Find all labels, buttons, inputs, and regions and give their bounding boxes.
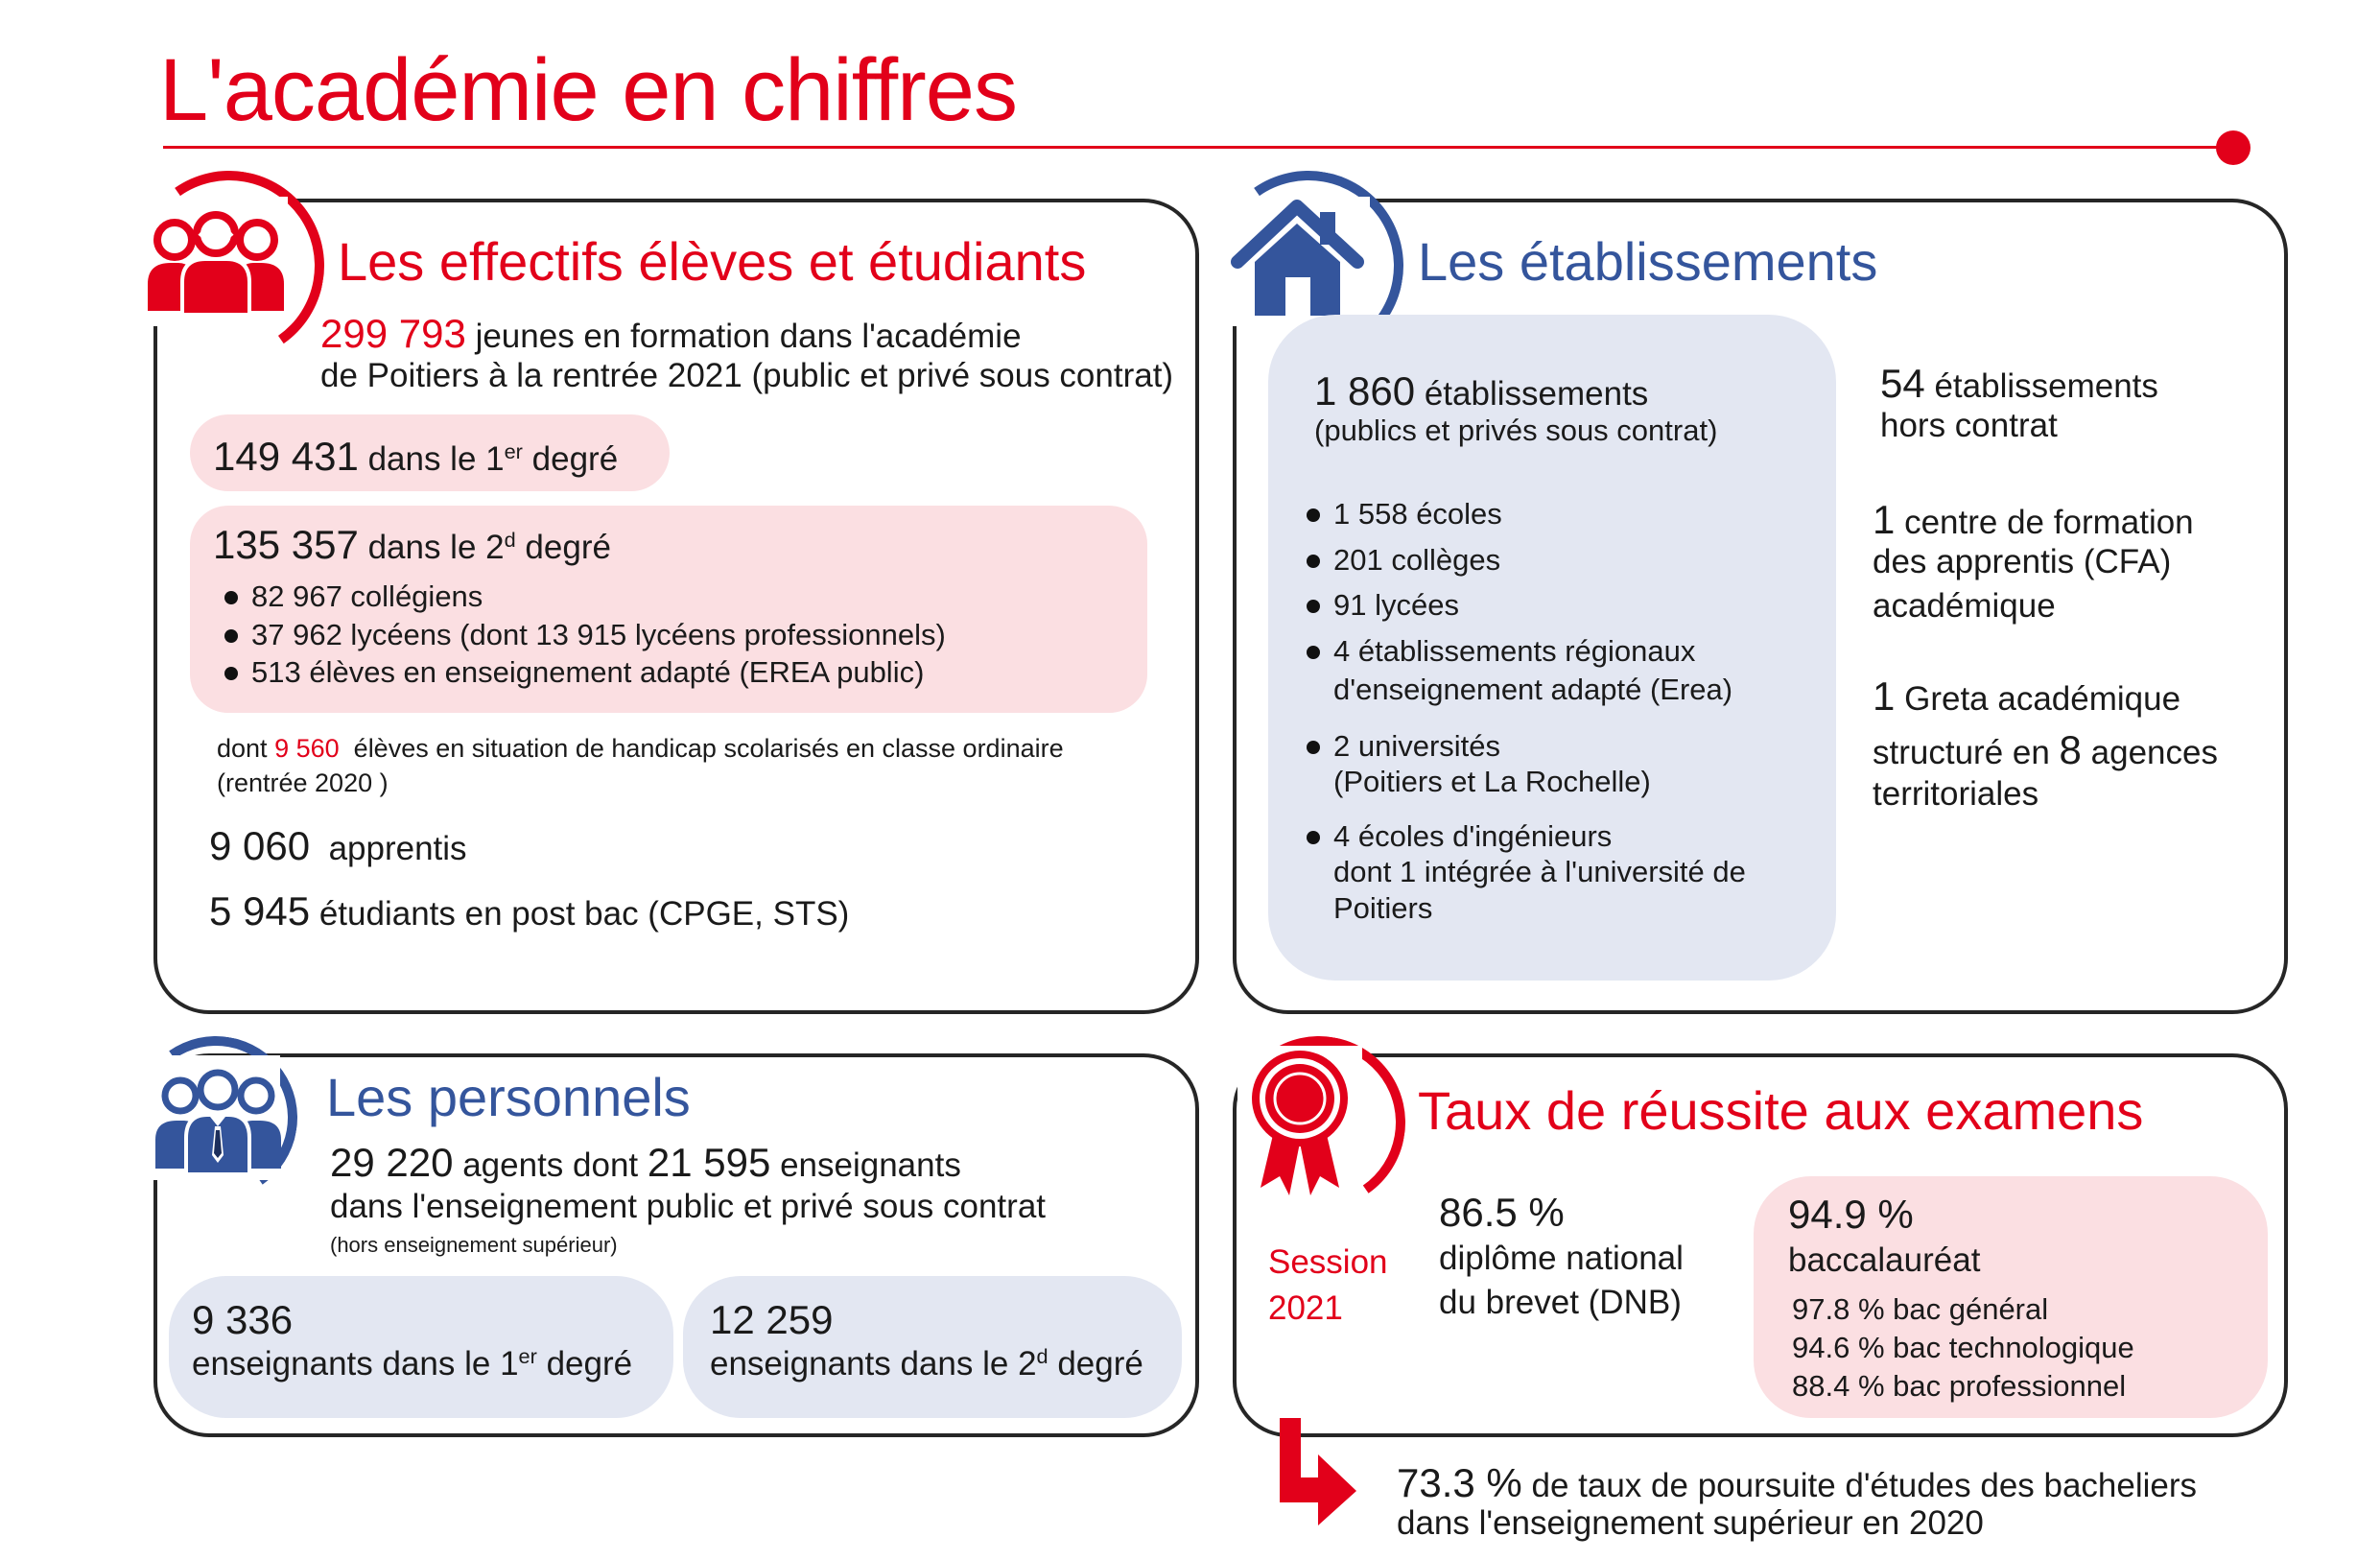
dnb-value: 86.5 % [1439, 1190, 1565, 1235]
bac-text: baccalauréat [1788, 1241, 1981, 1279]
apprentis-text: apprentis [328, 830, 467, 867]
handicap-prefix: dont [217, 734, 268, 763]
etablissements-total-note: (publics et privés sous contrat) [1314, 414, 1718, 447]
handicap-value: 9 560 [274, 734, 340, 763]
bac-item: 94.6 % bac technologique [1792, 1331, 2134, 1364]
list-item: 1 558 écoles [1301, 495, 1695, 533]
greta-text-2b: agences [2090, 734, 2218, 771]
first-degree-teachers-value: 9 336 [192, 1297, 294, 1342]
handicap-note: (rentrée 2020 ) [217, 768, 389, 797]
etablissements-list-3 [1301, 817, 1612, 856]
erea-continuation: d'enseignement adapté (Erea) [1333, 673, 1733, 706]
hors-contrat-text-1: établissements [1934, 367, 2158, 405]
poursuite-line [1397, 1458, 2197, 1509]
second-degree-sup: d [504, 528, 516, 553]
personnels-agents-line [330, 1138, 961, 1189]
bac-item: 88.4 % bac professionnel [1792, 1369, 2127, 1403]
etablissements-list-2 [1301, 727, 1500, 766]
first-degree-suffix: degré [531, 440, 619, 478]
greta-line-2 [1873, 725, 2218, 776]
poursuite-text-1: de taux de poursuite d'études des bacheliers [1531, 1467, 2198, 1504]
dnb-text-2: du brevet (DNB) [1439, 1284, 1682, 1321]
postbac-text: étudiants en post bac (CPGE, STS) [318, 895, 850, 933]
teachers-value: 21 595 [647, 1140, 771, 1185]
hors-contrat-text-2: hors contrat [1880, 407, 2058, 444]
down-right-arrow-icon [1272, 1418, 1358, 1525]
first-degree-line [213, 432, 618, 483]
personnels-title: Les personnels [326, 1067, 691, 1127]
list-item: 4 établissements régionaux [1301, 632, 1695, 671]
greta-text-2a: structuré en [1873, 734, 2050, 771]
personnels-line2: dans l'enseignement public et privé sous contrat [330, 1188, 1047, 1225]
etablissements-total-text: établissements [1424, 375, 1649, 413]
first-degree-sup: er [504, 439, 523, 464]
list-item: 201 collèges [1301, 541, 1695, 579]
staff-group-icon [153, 1063, 283, 1176]
greta-text-1: Greta académique [1904, 680, 2181, 718]
cfa-text-1: centre de formation [1904, 504, 2194, 541]
second-degree-teachers-suffix: degré [1057, 1345, 1143, 1383]
apprentis-value: 9 060 [209, 823, 311, 868]
etablissements-total [1314, 366, 1648, 417]
effectifs-total-line2: de Poitiers à la rentrée 2021 (public et privé sous contrat) [320, 357, 1174, 394]
second-degree-teachers-line [710, 1343, 1143, 1385]
handicap-text: élèves en situation de handicap scolarisés en classe ordinaire [353, 734, 1064, 763]
etablissements-title: Les établissements [1418, 231, 1878, 292]
greta-value: 1 [1873, 674, 1896, 719]
personnels-note: (hors enseignement supérieur) [330, 1233, 618, 1257]
effectifs-total [320, 309, 1022, 360]
etablissements-list [1301, 495, 1695, 671]
second-degree-text: dans le 2 [367, 529, 505, 566]
handicap-line [217, 733, 1064, 766]
universities-continuation: (Poitiers et La Rochelle) [1333, 765, 1651, 798]
first-degree-text: dans le 1 [367, 440, 505, 478]
hors-contrat-value: 54 [1880, 361, 1925, 406]
first-degree-value: 149 431 [213, 434, 359, 479]
postbac-value: 5 945 [209, 888, 311, 934]
session-label: Session [1268, 1243, 1388, 1281]
effectifs-total-text-1: jeunes en formation dans l'académie [475, 318, 1022, 355]
teachers-text: enseignants [780, 1146, 961, 1184]
cfa-text-2: des apprentis (CFA) [1873, 543, 2172, 580]
cfa-value: 1 [1873, 497, 1896, 542]
examens-title: Taux de réussite aux examens [1418, 1080, 2144, 1141]
award-ribbon-icon [1247, 1046, 1353, 1199]
list-item: 82 967 collégiens [219, 578, 946, 616]
second-degree-suffix: degré [525, 529, 611, 566]
list-item: 4 écoles d'ingénieurs [1301, 817, 1612, 856]
etablissements-total-value: 1 860 [1314, 368, 1416, 414]
second-degree-line [213, 520, 611, 571]
poursuite-text-2: dans l'enseignement supérieur en 2020 [1397, 1504, 1984, 1542]
first-degree-teachers-sup: er [518, 1344, 537, 1369]
list-item: 513 élèves en enseignement adapté (EREA public) [219, 653, 946, 692]
second-degree-list [219, 578, 946, 692]
greta-text-3: territoriales [1873, 775, 2039, 813]
greta-value-2: 8 [2059, 727, 2082, 772]
first-degree-teachers-suffix: degré [546, 1345, 633, 1383]
effectifs-total-value: 299 793 [320, 311, 466, 356]
title-dot [2216, 130, 2250, 165]
house-icon [1228, 197, 1367, 321]
cfa-text-3: académique [1873, 587, 2056, 625]
cfa-line [1873, 495, 2194, 546]
title-underline [163, 146, 2230, 149]
engineers-continuation-2: Poitiers [1333, 891, 1433, 925]
poursuite-value: 73.3 % [1397, 1460, 1522, 1505]
bac-value: 94.9 % [1788, 1192, 1914, 1237]
agents-value: 29 220 [330, 1140, 454, 1185]
dnb-text-1: diplôme national [1439, 1240, 1684, 1277]
session-year: 2021 [1268, 1289, 1343, 1327]
second-degree-teachers-text: enseignants dans le 2 [710, 1345, 1037, 1383]
list-item: 91 lycées [1301, 586, 1695, 625]
apprentis-line [209, 821, 467, 872]
greta-line [1873, 672, 2180, 722]
postbac-line [209, 886, 849, 937]
students-group-icon [144, 203, 288, 319]
second-degree-teachers-value: 12 259 [710, 1297, 834, 1342]
list-item: 37 962 lycéens (dont 13 915 lycéens professionnels) [219, 616, 946, 654]
bac-item: 97.8 % bac général [1792, 1292, 2049, 1326]
agents-text: agents dont [462, 1146, 639, 1184]
first-degree-teachers-line [192, 1343, 632, 1385]
first-degree-teachers-text: enseignants dans le 1 [192, 1345, 519, 1383]
effectifs-title: Les effectifs élèves et étudiants [338, 231, 1087, 292]
engineers-continuation-1: dont 1 intégrée à l'université de [1333, 855, 1746, 888]
page-title: L'académie en chiffres [159, 41, 1017, 139]
second-degree-value: 135 357 [213, 522, 359, 567]
second-degree-teachers-sup: d [1036, 1344, 1049, 1369]
list-item: 2 universités [1301, 727, 1500, 766]
hors-contrat-line [1880, 359, 2158, 410]
